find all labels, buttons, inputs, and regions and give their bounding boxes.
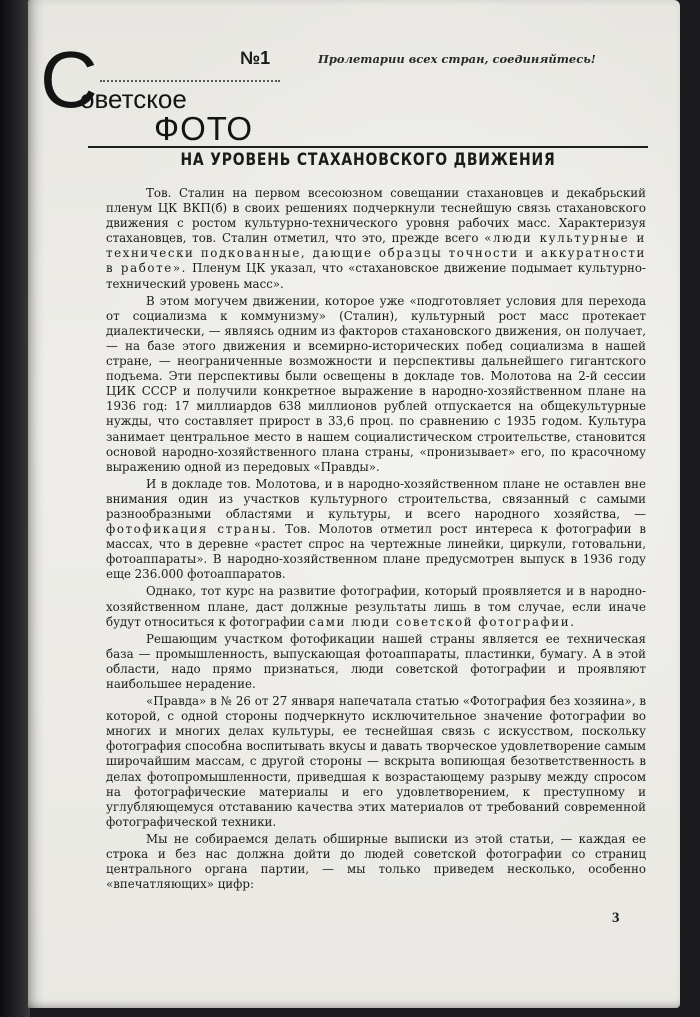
issue-number: №1 [240, 48, 271, 68]
paragraph-text: Решающим участком фотофикации нашей страны является ее техническая база — промышленность, выпускающая фотоаппараты, пластинки, бумагу. А в этой области, надо прямо признаться, люди советской фотографии и проявляют наибольшее нерадение. [106, 631, 646, 691]
article-body [106, 186, 646, 894]
paragraph-text: Мы не собираемся делать обширные выписки из этой статьи, — каждая ее строка и без нас должна дойти до людей советской фотографии со страниц центрального органа партии, — мы только приведем несколько, особенно «впечатляющих» цифр: [106, 831, 646, 892]
paragraph-text: И в докладе тов. Молотова, и в народно-хозяйственном плане не оставлен вне внимания один из участков культурного строительства, связанный с самыми разнообразными областями и культуры, и всего народного хозяйства, — [106, 476, 646, 521]
paragraph-text: Пленум ЦК указал, что «стахановское движение подымает культурно-технический уровень масс». [106, 261, 647, 291]
logo-word-sovetskoe: оветское [80, 84, 187, 114]
paragraph-emphasis: сами люди советской фотографии. [308, 614, 576, 629]
paragraph-emphasis: фотофикация страны. [106, 522, 278, 537]
logo-initial-letter: С [40, 35, 98, 124]
paragraph-emphasis: «люди культурные и технически подкованные, дающие образцы точности и аккуратности в работе». [106, 231, 646, 276]
paragraph [106, 477, 646, 583]
headline-rule [88, 146, 648, 148]
paragraph-text: В этом могучем движении, которое уже «подготовляет условия для перехода от социализма к коммунизму» (Сталин), культурный рост масс протекает диалектически, — являясь одним из факторов стахановского движения, он получает, — на базе этого движения и всемирно-исторических побед социализма в нашей стране, — неограниченные возможности и перспективы дальнейшего гигантского подъема. Эти перспективы были освещены в докладе тов. Молотова на 2-й сессии ЦИК СССР и получили конкретное выражение в народно-хозяйственном плане на 1936 год: 17 миллиардов 638 миллионов рублей отпускается на общекультурные нужды, что составляет прирост в 33,6 проц. по сравнению с 1935 годом. Культура занимает центральное место в нашем социалистическом строительстве, становится основой народно-хозяйственного плана страны, «пронизывает» его, по красочному выражению одной из передовых «Правды». [106, 293, 646, 474]
paragraph-text: Тов. Сталин на первом всесоюзном совещании стахановцев и декабрьский пленум ЦК ВКП(б) в своих решениях подчеркнули теснейшую связь стахановского движения с ростом культурно-технического уровня рабочих масс. Характеризуя стахановцев, тов. Сталин отметил, что это, прежде всего [106, 186, 646, 246]
paragraph-text: Однако, тот курс на развитие фотографии, который проявляется и в народно-хозяйственном плане, даст должные результаты лишь в том случае, если иначе будут относиться к фотографии [106, 584, 646, 629]
paragraph [106, 832, 646, 892]
magazine-page [28, 0, 680, 1008]
paragraph [106, 294, 646, 475]
logo-word-foto: ФОТО [154, 110, 254, 147]
paragraph-text: «Правда» в № 26 от 27 января напечатала статью «Фотография без хозяина», в которой, с одной стороны подчеркнуто исключительное значение фотографии во многих и многих делах культуры, ее теснейшая связь с искусством, поскольку фотография способна воспитывать вкусы и давать творческое удовлетворение самым широчайшим массам, с другой стороны — вскрыта вопиющая безответственность в делах фотопромышленности, приведшая к возрастающему разрыву между спросом на фотографические материалы и его удовлетворением, к преступному и углубляющемуся отставанию качества этих материалов от требований современной фотографической техники. [106, 694, 646, 829]
paragraph [106, 694, 646, 830]
paragraph-text: Тов. Молотов отметил рост интереса к фотографии в массах, что в деревне «растет спрос на чертежные линейки, циркули, готовальни, фотоаппараты». В народно-хозяйственном плане предусмотрен выпуск в 1936 году еще 236.000 фотоаппаратов. [106, 522, 646, 582]
paragraph [106, 584, 646, 629]
paragraph [106, 186, 646, 292]
article-headline: НА УРОВЕНЬ СТАХАНОВСКОГО ДВИЖЕНИЯ [180, 150, 556, 170]
masthead-motto: Пролетарии всех стран, соединяйтесь! [318, 52, 596, 66]
book-spine-shadow [0, 0, 30, 1017]
paragraph [106, 632, 646, 692]
page-number: 3 [612, 910, 620, 926]
